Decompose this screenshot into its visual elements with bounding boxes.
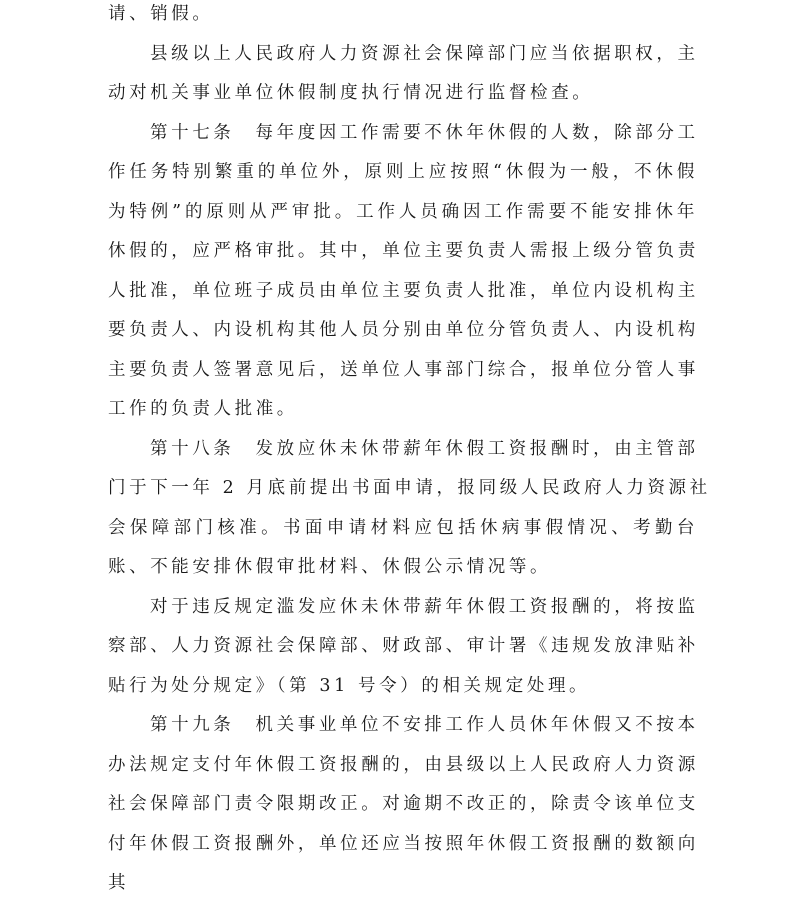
text-line: 主要负责人签署意见后，送单位人事部门综合，报单位分管人事: [108, 360, 699, 380]
text-line: 请、销假。: [108, 4, 214, 24]
text-line: 对于违反规定滥发应休未休带薪年休假工资报酬的，将按监: [150, 597, 699, 617]
text-line: 贴行为处分规定》（第 31 号令）的相关规定处理。: [108, 676, 591, 696]
text-line: 作任务特别繁重的单位外，原则上应按照“休假为一般，不休假: [108, 162, 698, 182]
text-line: 会保障部门核准。书面申请材料应包括休病事假情况、考勤台: [108, 518, 698, 538]
text-line: 第十八条 发放应休未休带薪年休假工资报酬时，由主管部: [150, 439, 699, 459]
text-line: 县级以上人民政府人力资源社会保障部门应当依据职权，主: [150, 44, 699, 64]
text-line: 第十七条 每年度因工作需要不休年休假的人数，除部分工: [150, 123, 699, 143]
text-line: 人批准，单位班子成员由单位主要负责人批准，单位内设机构主: [108, 281, 699, 301]
text-line: 付年休假工资报酬外，单位还应当按照年休假工资报酬的数额向: [108, 834, 699, 854]
text-line: 门于下一年 2 月底前提出书面申请，报同级人民政府人力资源社: [108, 478, 711, 498]
text-line: 休假的，应严格审批。其中，单位主要负责人需报上级分管负责: [108, 241, 699, 261]
text-line: 为特例”的原则从严审批。工作人员确因工作需要不能安排休年: [108, 202, 698, 222]
text-line: 第十九条 机关事业单位不安排工作人员休年休假又不按本: [150, 715, 699, 735]
text-line: 动对机关事业单位休假制度执行情况进行监督检查。: [108, 83, 594, 103]
text-line: 工作的负责人批准。: [108, 399, 298, 419]
text-line: 其: [108, 873, 130, 893]
text-line: 察部、人力资源社会保障部、财政部、审计署《违规发放津贴补: [108, 636, 699, 656]
text-line: 办法规定支付年休假工资报酬的，由县级以上人民政府人力资源: [108, 755, 699, 775]
text-line: 社会保障部门责令限期改正。对逾期不改正的，除责令该单位支: [108, 794, 699, 814]
text-line: 要负责人、内设机构其他人员分别由单位分管负责人、内设机构: [108, 320, 699, 340]
text-line: 账、不能安排休假审批材料、休假公示情况等。: [108, 557, 552, 577]
